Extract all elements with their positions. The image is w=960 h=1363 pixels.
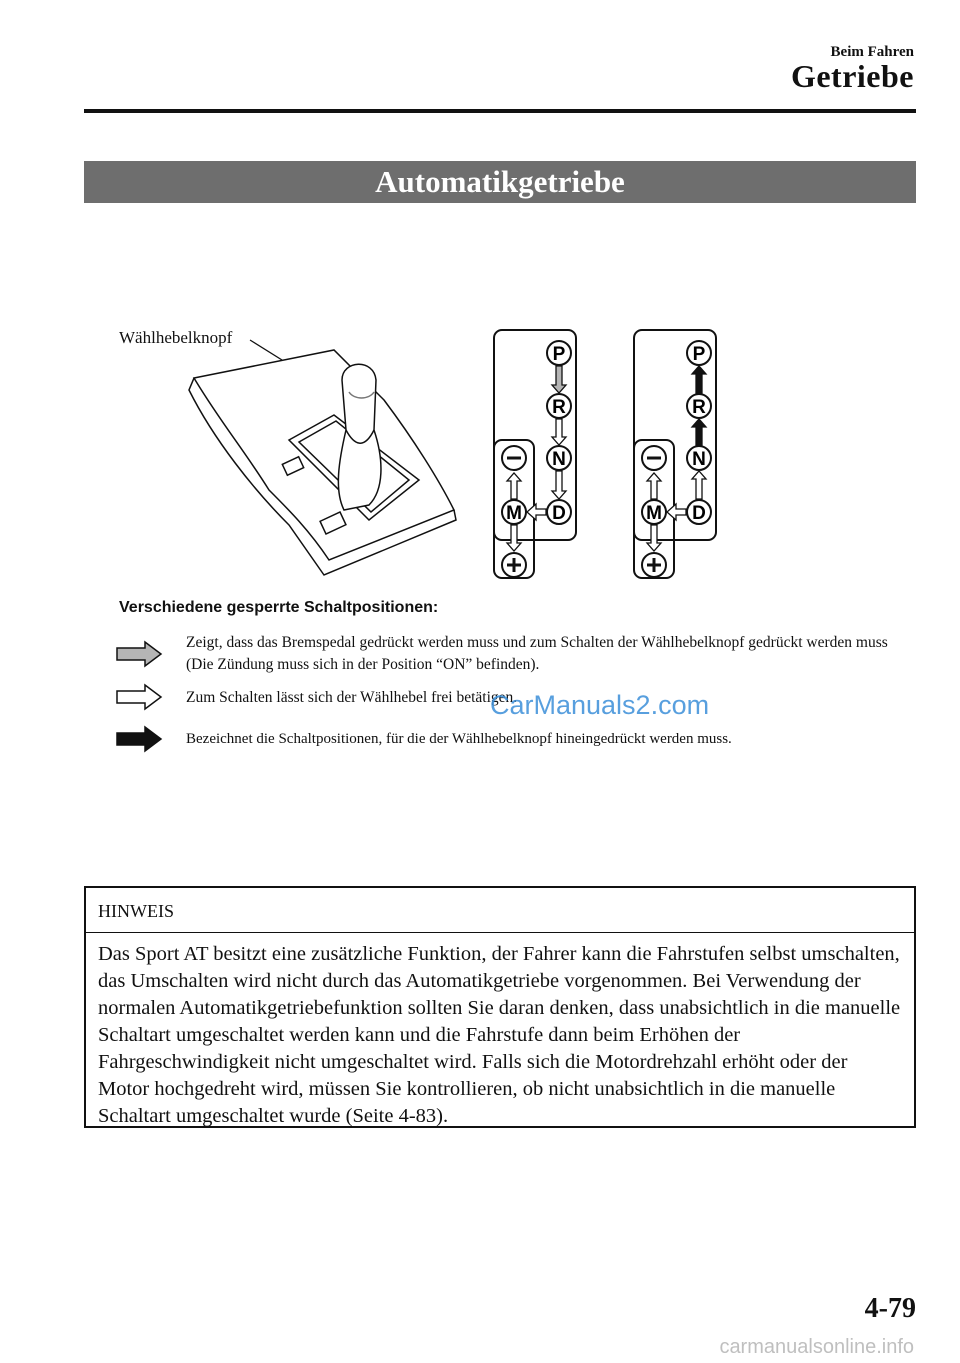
footer-watermark: carmanualsonline.info [719, 1336, 914, 1358]
gate-letter-n: N [552, 449, 566, 470]
gate-arrow [552, 366, 566, 393]
shift-console-illustration [189, 350, 456, 575]
shifter-figure [84, 320, 916, 590]
gate-diagram-right [634, 330, 716, 578]
gate-arrow [692, 366, 706, 393]
gate-arrow [692, 471, 706, 499]
gate-arrow [647, 473, 661, 499]
gate-arrow [507, 525, 521, 551]
note-body: Das Sport AT besitzt eine zusätzliche Funktion, der Fahrer kann die Fahrstufen selbst umschalten, das Umschalten wird nicht durch das Automatikgetriebe vorgenommen. Bei Verwendung der normalen Automatikgetriebefunktion sollten Sie daran denken, dass unabsichtlich in die manuelle Schaltart umgeschaltet werden kann und die Fahrstufe dann beim Erhöhen der Fahrgeschwindigkeit nicht umgeschaltet wird. Falls sich die Motordrehzahl erhöht oder der Motor hochgedreht wird, müssen Sie kontrollieren, ob nicht unabsichtlich in die manuelle Schaltart umgeschaltet wurde (Seite 4-83). [98, 943, 901, 1127]
page-number: 4-79 [864, 1293, 916, 1324]
gate-letter-d: D [692, 503, 706, 524]
gate-letter-r: R [692, 397, 706, 418]
header-rule [84, 109, 916, 113]
gate-arrow [647, 525, 661, 551]
gate-diagram-left [494, 330, 576, 578]
chapter-heading: Beim Fahren [830, 44, 914, 60]
gate-arrow [552, 471, 566, 499]
note-heading: HINWEIS [86, 888, 914, 933]
watermark: CarManuals2.com [490, 690, 710, 720]
black-arrow-icon [115, 725, 163, 753]
figure-label: Wählhebelknopf [119, 328, 233, 347]
legend-title: Verschiedene gesperrte Schaltpositionen: [119, 599, 439, 616]
gray-arrow-icon [115, 640, 163, 668]
legend-item-text: Zum Schalten lässt sich der Wählhebel frei betätigen. [186, 689, 518, 706]
page-title: Automatikgetriebe [84, 161, 916, 203]
note-box [84, 886, 916, 1128]
gate-letter-p: P [692, 344, 706, 365]
gate-letter-n: N [692, 449, 706, 470]
gate-arrow [692, 419, 706, 445]
gate-arrow [667, 504, 686, 520]
white-arrow-icon [115, 683, 163, 711]
legend-item-text: Bezeichnet die Schaltpositionen, für die der Wählhebelknopf hineingedrückt werden muss. [186, 731, 732, 747]
gate-arrow [527, 504, 546, 520]
gate-letter-m: M [506, 503, 522, 524]
legend-item-text: Zeigt, dass das Bremspedal gedrückt werden muss und zum Schalten der Wählhebelknopf gedrückt werden muss (Die Zündung muss sich in der Position “ON” befinden). [186, 634, 888, 673]
gate-letter-p: P [552, 344, 566, 365]
section-heading: Getriebe [790, 58, 914, 94]
gate-letter-d: D [552, 503, 566, 524]
gate-letter-r: R [552, 397, 566, 418]
gate-letter-m: M [646, 503, 662, 524]
gate-arrow [552, 419, 566, 445]
gate-arrow [507, 473, 521, 499]
